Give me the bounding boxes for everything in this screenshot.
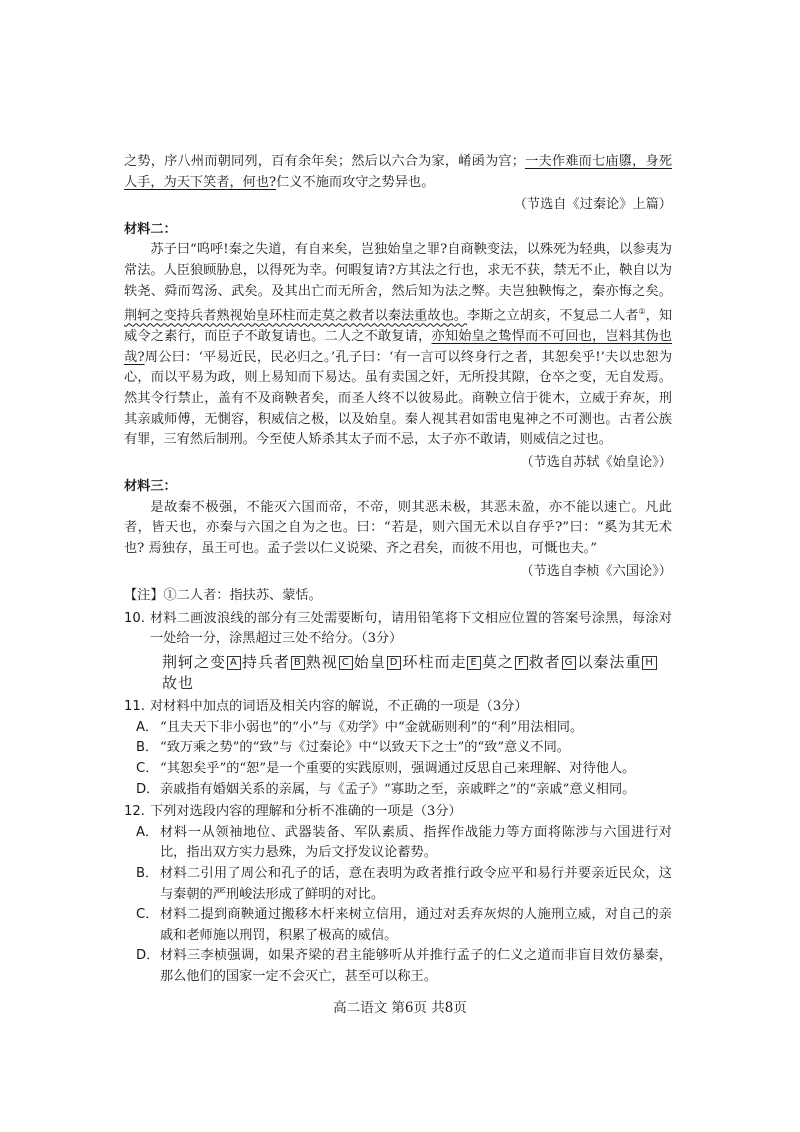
question-10-text: 材料二画波浪线的部分有三处需要断句，请用铅笔将下文相应位置的答案号涂黑，每涂对一处给一分，涂黑超过三处不给分。（3分） [150,610,672,647]
material2-text-4: 周公曰：‘平易近民，民必归之。’孔子曰：‘有一言可以终身行之者，其恕矣乎!’夫以忠恕为心，而以平易为政，则上易知而下易达。虽有卖国之奸，无所投其隙，仓卒之变，无自发焉。然其令行禁止，盖有不及商鞅者矣，而圣人终不以彼易此。商鞅立信于徙木，立威于弃灰，刑其亲戚师傅，无惻容，积威信之极，以及始皇。秦人视其君如雷电鬼神之不可测也。古者公族有罪，三宥然后制刑。今至使人矫杀其太子而不忌，太子亦不敢请，则威信之过也。 [124,349,673,448]
passage1-paragraph [124,152,672,193]
answer-box-c[interactable]: C [339,656,353,670]
page-content [124,152,672,988]
option-label: A． [136,824,159,840]
answer-box-e[interactable]: E [467,656,480,670]
page-footer: 高二语文 第6页 共8页 [333,1000,467,1016]
q12-option-a[interactable] [124,823,672,864]
option-label: A． [136,719,159,735]
option-label: C． [136,907,159,923]
option-label: B． [136,865,159,881]
option-label: D． [136,781,160,797]
option-text: 材料二引用了周公和孔子的话，意在表明为政者推行政令应平和易行并要亲近民众，这与秦朝的严刑峻法形成了鲜明的对比。 [160,865,672,902]
question-11-number: 11. [124,699,145,715]
passage1-text-end: 仁义不施而攻守之势异也。 [276,174,435,190]
material2-text-3: ，知威令之素行，而臣子不敢复请也。二人之不敢复请， [124,308,673,345]
option-text: 亲戚指有婚姻关系的亲属，与《孟子》“寡助之至，亲戚畔之”的“亲戚”意义相同。 [160,781,636,797]
q11-option-d[interactable] [124,780,672,801]
option-label: B． [136,740,159,756]
option-label: D． [136,948,160,964]
question-11 [124,697,672,718]
question-12 [124,802,672,823]
question-10-number: 10. [124,610,145,626]
segment: 以秦法重 [577,653,642,672]
q12-option-c[interactable] [124,905,672,946]
segment: 环柱而走 [402,653,467,672]
material2-text-2: 李斯之立胡亥，不复忌二人者 [466,308,639,324]
option-text: “其恕矣乎”的“恕”是一个重要的实践原则，强调通过反思自己来理解、对待他人。 [160,761,636,777]
segment: 莫之 [481,653,514,672]
segment: 熟视 [305,653,338,672]
segment: 荆轲之变 [162,653,227,672]
segment: 始皇 [353,653,386,672]
footnote-marker: ① [638,307,646,317]
answer-box-h[interactable]: H [642,656,657,670]
answer-box-f[interactable]: F [515,656,528,670]
passage1-source: （节选自《过秦论》上篇） [513,197,672,213]
material2-paragraph [124,240,672,450]
question-10 [124,609,672,695]
answer-box-d[interactable]: D [387,656,402,670]
answer-box-b[interactable]: B [291,656,305,670]
material2-text-1: 苏子曰“呜呼!秦之失道，有自来矣，岂独始皇之罪?自商鞅变法，以殊死为轻典，以参夷为常法。人臣狼顾胁息，以得死为幸。何暇复请?方其法之行也，求无不获，禁无不止，鞅自以为轶尧、舜而驾汤、武矣。及其出亡而无所舍，然后知为法之弊。夫岂独鞅悔之，秦亦悔之矣。 [124,242,672,299]
passage1-underlined-sentence: 一夫作难而七庙隳，身死人手，为天下笑者，何也? [124,154,673,190]
material3-heading: 材料三： [124,479,177,495]
option-text: 材料三李桢强调，如果齐梁的君主能够听从并推行孟子的仁义之道而非盲目效仿暴秦，那么他们的国家一定不会灭亡，甚至可以称王。 [160,948,672,984]
material2-source: （节选自苏轼《始皇论》） [520,454,672,470]
question-10-answer-line [162,652,672,693]
option-text: “致万乘之势”的“致”与《过秦论》中“以致天下之士”的“致”意义不同。 [160,740,570,756]
option-text: “且夫天下非小弱也”的“小”与《劝学》中“金就砺则利”的“利”用法相同。 [160,719,584,735]
answer-box-g[interactable]: G [562,656,577,670]
segment: 持兵者 [241,653,290,672]
q11-option-c[interactable] [124,759,672,780]
q11-option-a[interactable] [124,718,672,739]
question-12-text: 下列对选段内容的理解和分析不准确的一项是（3分） [150,804,462,820]
material2-underlined-sentence: 亦知始皇之鸷悍而不可回也，岂料其伪也哉? [124,329,672,365]
question-12-number: 12. [124,804,145,820]
question-11-text: 对材料中加点的词语及相关内容的解说，不正确的一项是（3分） [150,699,528,715]
segment: 故也 [162,673,195,692]
option-text: 材料一从领袖地位、武器装备、军队素质、指挥作战能力等方面将陈涉与六国进行对比，指出双方实力悬殊，为后文抒发议论蓄势。 [160,824,672,861]
option-label: C． [136,761,159,777]
segment: 救者 [528,653,561,672]
q11-option-b[interactable] [124,738,672,759]
material3-paragraph: 是故秦不极强，不能灭六国而帝，不帝，则其恶未极，其恶未盈，亦不能以速亡。凡此者，皆天也，亦秦与六国之自为之也。曰：“若是，则六国无术以自存乎?”曰：“奚为其无术也? 焉独存，虽王可也。孟子尝以仁义说梁、齐之君矣，而彼不用也，可慨也夫。” [124,499,672,557]
answer-box-a[interactable]: A [227,656,241,670]
material2-wavy-sentence: 荆轲之变持兵者熟视始皇环柱而走莫之救者以秦法重故也。 [124,308,467,324]
material3-source: （节选自李桢《六国论》） [520,563,672,579]
annotation-note: 【注】①二人者：指扶苏、蒙恬。 [124,588,322,604]
q12-option-d[interactable] [124,946,672,987]
option-text: 材料二提到商鞅通过搬移木杆来树立信用，通过对丢弃灰烬的人施刑立威，对自己的亲戚和老师施以刑罚，积累了极高的威信。 [160,907,672,943]
q12-option-b[interactable] [124,864,672,905]
passage1-text: 之势，序八州而朝同列，百有余年矣；然后以六合为家，崤函为宫； [124,154,525,169]
material2-heading: 材料二： [124,221,177,237]
